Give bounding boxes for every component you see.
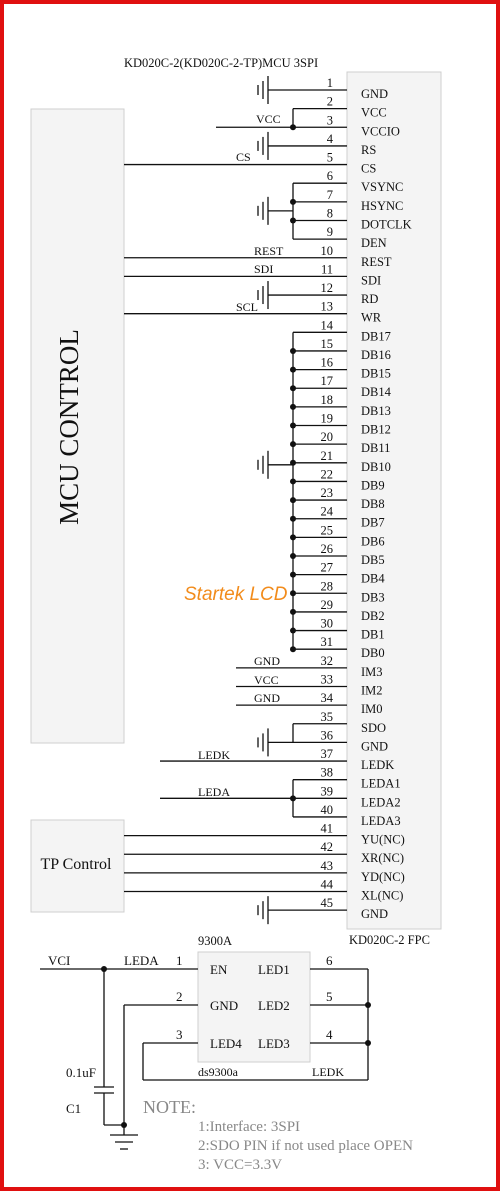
ground-symbol [258,451,268,479]
pin-number: 9 [326,225,333,240]
pin-number: 16 [320,355,333,370]
pin-name: IM0 [361,702,383,717]
pin-name: VSYNC [361,180,404,195]
pin-number: 44 [320,877,333,892]
pin-name: DEN [361,236,387,251]
driver-pin-led1: LED1 [258,962,290,977]
pin-name: XL(NC) [361,888,404,903]
pin-name: DB6 [361,534,385,549]
pin-name: YU(NC) [361,832,405,847]
driver-pin-num-4: 4 [326,1027,333,1042]
pin-number: 8 [326,206,333,221]
pin-name: DB7 [361,515,385,530]
pin-number: 7 [326,187,333,202]
ground-symbol [258,76,268,104]
pin-name: SDO [361,720,387,735]
pin-number: 37 [320,747,333,762]
pin-name: IM2 [361,683,383,698]
pin-name: DB14 [361,385,391,400]
mcu-control-label: MCU CONTROL [54,329,84,525]
pin-number: 10 [320,243,333,258]
pin-name: DOTCLK [361,217,412,232]
pin-name: DB11 [361,441,391,456]
pin-number: 4 [326,131,333,146]
pin-name: DB16 [361,347,391,362]
pin-number: 2 [326,94,333,109]
pin-number: 31 [320,635,333,650]
pin-name: IM3 [361,664,383,679]
driver-pin-num-6: 6 [326,953,333,968]
pin-number: 28 [320,579,333,594]
pin-name: DB1 [361,627,385,642]
net-label-leda: LEDA [198,785,230,799]
notes-heading: NOTE: [143,1097,196,1117]
pin-name: DB15 [361,366,391,381]
pin-name: GND [361,739,389,754]
pin-number: 30 [320,616,333,631]
net-label-sdi: SDI [254,262,274,276]
net-label-gnd-34: GND [254,691,280,705]
pin-name: GND [361,907,389,922]
pin-number: 6 [326,169,333,184]
pin-name: CS [361,161,377,176]
driver-chip-title: 9300A [198,934,233,948]
pin-number: 39 [320,784,333,799]
net-label-cs: CS [236,150,251,164]
pin-number: 25 [320,523,333,538]
pin-name: VCCIO [361,124,400,139]
driver-ledk-label: LEDK [312,1065,344,1079]
pin-number: 13 [320,299,333,314]
net-label-vcc: VCC [256,112,281,126]
ground-symbol [258,197,268,225]
pin-number: 22 [320,467,333,482]
pin-number: 41 [320,821,333,836]
pin-number: 27 [320,560,333,575]
driver-pin-en: EN [210,962,228,977]
pin-number: 34 [320,691,333,706]
ground-symbol [258,896,268,924]
pin-number: 24 [320,504,333,519]
pin-name: YD(NC) [361,869,405,884]
pin-number: 18 [320,392,333,407]
driver-vci-label: VCI [48,953,71,968]
startek-watermark: Startek LCD [184,584,288,605]
ground-symbol [258,132,268,160]
pin-number: 17 [320,374,333,389]
note-line-1: 1:Interface: 3SPI [198,1119,301,1135]
pin-number: 36 [320,728,333,743]
driver-pin-led2: LED2 [258,998,290,1013]
driver-pin-led3: LED3 [258,1036,290,1051]
pin-name: SDI [361,273,382,288]
net-label-ledk: LEDK [198,748,230,762]
fpc-connector-label: KD020C-2 FPC [349,933,430,947]
net-label-gnd-32: GND [254,654,280,668]
driver-part-label: ds9300a [198,1065,238,1079]
pin-number: 38 [320,765,333,780]
driver-pin-gnd: GND [210,998,239,1013]
pin-number: 32 [320,653,333,668]
pin-name: DB10 [361,459,391,474]
pin-number: 14 [320,318,333,333]
pin-name: DB4 [361,571,385,586]
pin-name: XR(NC) [361,851,405,866]
pin-number: 23 [320,486,333,501]
pin-name: DB0 [361,646,385,661]
pin-name: LEDA1 [361,776,401,791]
pin-number: 45 [320,896,333,911]
pin-name: HSYNC [361,198,404,213]
driver-pin-num-1: 1 [176,953,183,968]
driver-pin-num-3: 3 [176,1027,183,1042]
driver-pin-num-5: 5 [326,989,333,1004]
pin-name: DB9 [361,478,385,493]
pin-number: 21 [320,448,333,463]
pin-name: LEDA3 [361,813,401,828]
pin-name: DB2 [361,608,385,623]
pin-number: 26 [320,542,333,556]
pin-number: 35 [320,709,333,724]
pin-number: 11 [320,262,333,277]
pin-number: 12 [320,281,333,296]
tp-control-label: TP Control [40,856,112,873]
pin-name: VCC [361,105,387,120]
net-label-rest: REST [254,244,284,258]
pin-number: 33 [320,672,333,687]
pin-name: DB8 [361,497,385,512]
driver-leda-label: LEDA [124,953,159,968]
pin-name: RD [361,292,379,307]
pin-name: GND [361,87,389,101]
schematic-title: KD020C-2(KD020C-2-TP)MCU 3SPI [124,56,319,70]
pin-number: 1 [326,76,333,90]
net-label-scl: SCL [236,300,259,314]
net-label-vcc-33: VCC [254,673,279,687]
capacitor-value: 0.1uF [66,1065,96,1080]
driver-pin-led4: LED4 [210,1036,242,1051]
driver-pin-num-2: 2 [176,989,183,1004]
pin-name: DB17 [361,329,391,344]
ground-symbol [258,728,268,756]
pin-number: 42 [320,840,333,855]
pin-name: REST [361,254,392,269]
ground-symbol [258,281,268,309]
pin-number: 43 [320,858,333,873]
pin-name: RS [361,142,377,157]
note-line-2: 2:SDO PIN if not used place OPEN [198,1138,413,1154]
pin-name: DB12 [361,422,391,437]
note-line-3: 3: VCC=3.3V [198,1157,283,1173]
pin-name: LEDK [361,758,395,773]
pin-number: 3 [326,113,333,128]
pin-name: LEDA2 [361,795,401,810]
pin-name: DB13 [361,403,391,418]
pin-number: 40 [320,802,333,817]
capacitor-ref: C1 [66,1101,82,1116]
pin-number: 29 [320,597,333,612]
pin-number: 15 [320,336,333,351]
pin-number: 5 [326,150,333,165]
pin-name: DB3 [361,590,385,605]
pin-number: 20 [320,430,333,445]
pin-name: DB5 [361,553,385,567]
pin-number: 19 [320,411,333,426]
pin-name: WR [361,310,382,325]
